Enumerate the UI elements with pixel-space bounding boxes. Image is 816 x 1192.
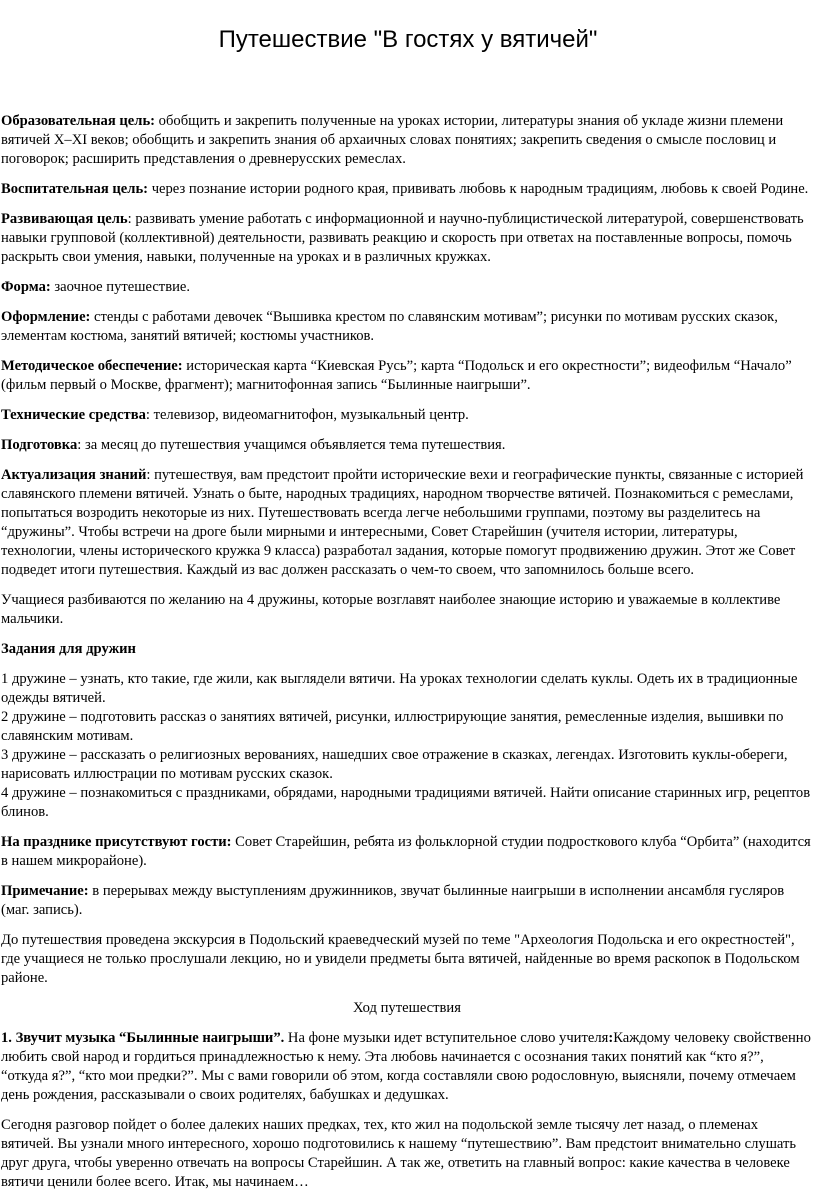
label-methodical-support: Методическое обеспечение: bbox=[1, 358, 183, 374]
label-step-1: 1. Звучит музыка “Былинные наигрыши”. bbox=[1, 1030, 285, 1046]
paragraph-educational-goal: Образовательная цель: обобщить и закрепить полученные на уроках истории, литературы знания об укладе жизни племени вятичей X–XI веков; обобщить и закрепить знания об архаичных словах понятиях; закрепить сведения о смысле пословиц и поговорок; расширить представления о древнерусских ремеслах. bbox=[1, 113, 784, 167]
list-item: 3 дружине – рассказать о религиозных верованиях, нашедших свое отражение в сказках, легендах. Изготовить куклы-обереги, нарисовать иллюстрации по мотивам русских сказок. bbox=[1, 747, 788, 782]
label-decoration: Оформление: bbox=[1, 309, 91, 325]
label-preparation: Подготовка bbox=[1, 437, 78, 453]
list-item: 1 дружине – узнать, кто такие, где жили, как выглядели вятичи. На уроках технологии сделать куклы. Одеть их в традиционные одежды вятичей. bbox=[1, 671, 798, 706]
label-note: Примечание: bbox=[1, 883, 89, 899]
paragraph-guests: На празднике присутствуют гости: Совет Старейшин, ребята из фольклорной студии подросткового клуба “Орбита” (находится в нашем микрорайоне). bbox=[1, 834, 811, 869]
paragraph-final: Сегодня разговор пойдет о более далеких наших предках, тех, кто жил на подольской земле тысячу лет назад, о племенах вятичей. Вы узнали много интересного, хорошо подготовились к нашему “путешествию”. Вам предстоит внимательно слушать друг друга, чтобы уверенно отвечать на вопросы Старейшин. А так же, ответить на главный вопрос: какие качества в человеке вятичи ценили более всего. Итак, мы начинаем… bbox=[1, 1117, 797, 1190]
paragraph-form: Форма: заочное путешествие. bbox=[1, 279, 191, 295]
paragraph-excursion: До путешествия проведена экскурсия в Подольский краеведческий музей по теме "Археология Подольска и его окрестностей", где учащиеся не только прослушали лекцию, но и увидели предметы быта вятичей, найденные во время раскопок в Подольском районе. bbox=[1, 932, 800, 986]
label-guests: На празднике присутствуют гости: bbox=[1, 834, 232, 850]
label-developing-goal: Развивающая цель bbox=[1, 211, 128, 227]
tasks-list bbox=[1, 670, 813, 822]
paragraph-step-1: 1. Звучит музыка “Былинные наигрыши”. На фоне музыки идет вступительное слово учителя:Каждому человеку свойственно любить свой народ и гордиться принадлежностью к нему. Эта любовь начинается с осознания таких понятий как “кто я?”, “откуда я?”, “кто мои предки?”. Мы с вами говорили об этом, когда составляли свою родословную, выясняли, почему отмечаем день рождения, рассказывали о своих родителях, бабушках и дедушках. bbox=[1, 1030, 811, 1103]
heading-course: Ход путешествия bbox=[353, 1000, 461, 1016]
list-item: 2 дружине – подготовить рассказ о занятиях вятичей, рисунки, иллюстрирующие занятия, ремесленные изделия, вышивки по славянским мотивам. bbox=[1, 709, 784, 744]
paragraph-developing-goal: Развивающая цель: развивать умение работать с информационной и научно-публицистической литературой, совершенствовать навыки групповой (коллективной) деятельности, развивать реакцию и скорость при ответах на поставленные вопросы, помочь раскрыть свои умения, навыки, полученные на уроках и в различных кружках. bbox=[1, 211, 804, 265]
paragraph-note: Примечание: в перерывах между выступлениям дружинников, звучат былинные наигрыши в исполнении ансамбля гусляров (маг. запись). bbox=[1, 883, 785, 918]
paragraph-knowledge-update: Актуализация знаний: путешествуя, вам предстоит пройти исторические вехи и географические пункты, связанные с историей славянского племени вятичей. Узнать о быте, народных традициях, народном творчестве вятичей. Познакомиться с ремеслами, попытаться возродить некоторые из них. Путешествовать всегда легче небольшими группами, поэтому вы разделитесь на “дружины”. Чтобы встречи на дроге были мирными и интересными, Совет Старейшин (учителя истории, литературы, технологии, члены исторического кружка 9 класса) разработал задания, которые помогут продвижению дружин. Этот же Совет подведет итоги путешествия. Каждый из вас должен рассказать о чем-то своем, что запомнилось больше всего. bbox=[1, 467, 804, 578]
paragraph-decoration: Оформление: стенды с работами девочек “Вышивка крестом по славянским мотивам”; рисунки по мотивам русских сказок, элементам костюма, занятий вятичей; костюмы участников. bbox=[1, 309, 778, 344]
label-technical-means: Технические средства bbox=[1, 407, 146, 423]
paragraph-preparation: Подготовка: за месяц до путешествия учащимся объявляется тема путешествия. bbox=[1, 437, 506, 453]
paragraph-upbringing-goal: Воспитательная цель: через познание истории родного края, прививать любовь к народным традициям, любовь к своей Родине. bbox=[1, 181, 809, 197]
page-title: Путешествие "В гостях у вятичей" bbox=[218, 26, 598, 53]
label-educational-goal: Образовательная цель: bbox=[1, 113, 156, 129]
label-form: Форма: bbox=[1, 279, 51, 295]
paragraph-team-split: Учащиеся разбиваются по желанию на 4 дружины, которые возглавят наиболее знающие историю и уважаемые в коллективе мальчики. bbox=[1, 592, 781, 627]
label-knowledge-update: Актуализация знаний bbox=[1, 467, 147, 483]
document-body bbox=[1, 112, 813, 1192]
heading-tasks: Задания для дружин bbox=[1, 641, 136, 657]
label-upbringing-goal: Воспитательная цель: bbox=[1, 181, 149, 197]
list-item: 4 дружине – познакомиться с праздниками, обрядами, народными традициями вятичей. Найти описание старинных игр, рецептов блинов. bbox=[1, 785, 811, 820]
paragraph-technical-means: Технические средства: телевизор, видеомагнитофон, музыкальный центр. bbox=[1, 407, 469, 423]
paragraph-methodical-support: Методическое обеспечение: историческая карта “Киевская Русь”; карта “Подольск и его окрестности”; видеофильм “Начало” (фильм первый о Москве, фрагмент); магнитофонная запись “Былинные наигрыши”. bbox=[1, 358, 792, 393]
